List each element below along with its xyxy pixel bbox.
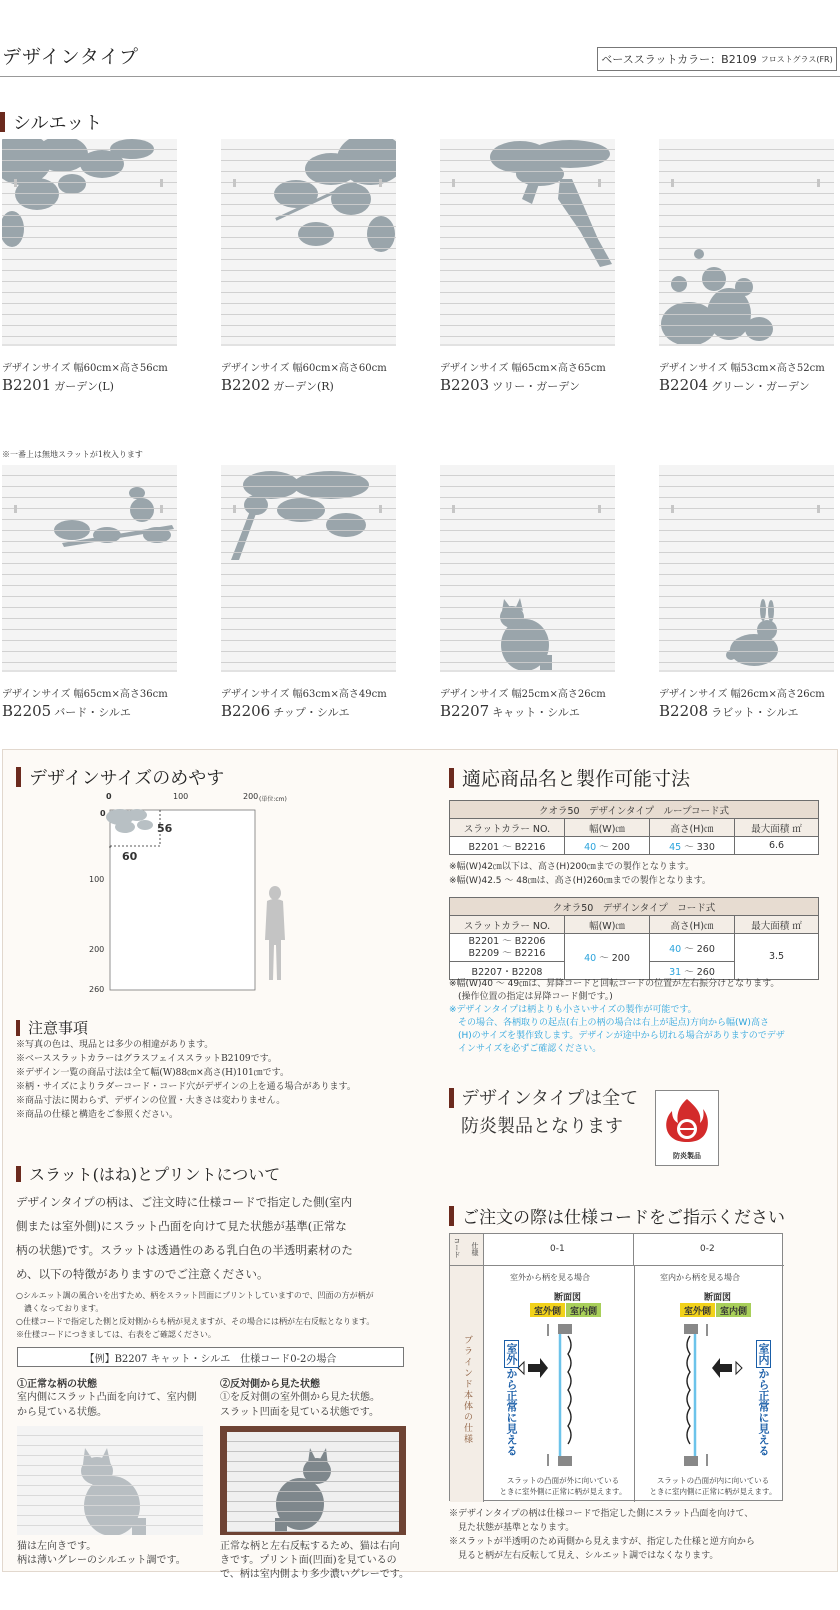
design-size: デザインサイズ 幅53cm×高さ52cm <box>659 363 825 374</box>
design-size: デザインサイズ 幅25cm×高さ26cm <box>440 689 606 700</box>
fire-retardant-text: デザインタイプは全て 防炎製品となります <box>461 1088 639 1137</box>
product-code: B2207 キャット・シルエ <box>440 702 580 720</box>
outdoor-normal-label: 室外から正常に見える <box>503 1340 519 1456</box>
product-tile[interactable] <box>221 139 396 394</box>
top-slat-note: ※一番上は無地スラットが1枚入ります <box>2 450 143 459</box>
table-title: クオラ50 デザインタイプ コード式 <box>450 898 819 916</box>
example-box: 【例】B2207 キャット・シルエ 仕様コード0-2の場合 <box>17 1347 404 1367</box>
heading-text: シルエット <box>13 113 103 134</box>
height-dimension: 56 <box>157 822 173 835</box>
section-label: 断面図 <box>554 1293 582 1303</box>
product-tile[interactable] <box>659 139 834 394</box>
indoor-note: スラットの凸面が内に向いている ときに室内側に正常に柄が見えます。 <box>649 1476 777 1496</box>
product-code: B2206 チップ・シルエ <box>221 702 350 720</box>
view-label-indoor: 室内から柄を見る場合 <box>660 1273 740 1282</box>
normal-state-title: ①正常な柄の状態 <box>17 1379 97 1390</box>
fire-retardant-badge <box>655 1090 719 1166</box>
spec-code-label: 仕様 <box>471 1242 479 1256</box>
size-guide-diagram <box>95 795 315 995</box>
unit-label: (単位:cm) <box>259 796 287 803</box>
product-code: B2203 ツリー・ガーデン <box>440 376 580 394</box>
spec-bottom-notes: ※デザインタイプの柄は仕様コードで指定した側にスラット凸面を向けて、 見た状態が基準となります。 ※スラットが半透明のため両側から見えますが、指定した仕様と逆方向から 見ると柄が左右反転して見え、シルエット調ではなくなります。 <box>449 1509 755 1561</box>
silhouette-heading <box>0 109 102 135</box>
product-code: B2208 ラビット・シルエ <box>659 702 799 720</box>
tables-heading: 適応商品名と製作可能寸法 <box>449 764 690 791</box>
loop-table-notes: ※幅(W)42㎝以下は、高さ(H)200㎝までの製作となります。 ※幅(W)42.5 ～ 48㎝は、高さ(H)260㎝までの製作となります。 <box>449 862 711 886</box>
indoor-tag: 室内側 <box>566 1303 601 1317</box>
design-size: デザインサイズ 幅60cm×高さ56cm <box>2 363 168 374</box>
code-0-2: 0-2 <box>700 1244 715 1254</box>
table-row: B2201 ～ B2206 B2209 ～ B2216 40 ～ 200 40 ～ 260 3.5 <box>450 934 819 962</box>
blind-photo <box>2 465 177 672</box>
outdoor-tag: 室外側 <box>680 1303 715 1317</box>
heading-bar <box>0 112 5 132</box>
reverse-state-desc: ①を反対側の室外側から見た状態。 スラット凹面を見ている状態です。 <box>220 1392 380 1418</box>
cord-table-notes: ※幅(W)40 ～ 49㎝は、昇降コードと回転コードの位置が左右振分けとなります。 (操作位置の指定は昇降コード側です。) ※デザインタイプは柄よりも小さいサイズの製作が可能です。 その場合、各柄取りの起点(右上の柄の場合は右上が起点)方向から幅(W)高さ (H)のサイズを製作致します。デザインが途中から切れる場合がありますのでデザ インサイズを必ずご確認ください。 <box>449 979 785 1054</box>
slat-body: デザインタイプの柄は、ご注文時に仕様コードで指定した側(室内 側または室外側)にスラット凸面を向けて見た状態が基準(正常な 柄の状態)です。スラットは透過性のある乳白色の半透明素材のた め、以下の特徴がありますのでご注意ください。 <box>16 1195 353 1281</box>
section-diagram-0-2 <box>650 1320 760 1470</box>
design-size: デザインサイズ 幅26cm×高さ26cm <box>659 689 825 700</box>
section-label: 断面図 <box>704 1293 732 1303</box>
reverse-state-caption: 正常な柄と左右反転するため、猫は右向 きです。プリント面(凹面)を見ているの で、柄は室内側より多少濃いグレーです。 <box>220 1541 409 1580</box>
blind-photo <box>221 465 396 672</box>
slat-heading: スラット(はね)とプリントについて <box>16 1162 280 1185</box>
x-tick: 200 <box>243 792 259 801</box>
design-size: デザインサイズ 幅60cm×高さ60cm <box>221 363 387 374</box>
cord-table: クオラ50 デザインタイプ コード式 スラットカラー NO. 幅(W)㎝ 高さ(H)㎝ 最大面積 ㎡ B2201 ～ B2206 B2209 ～ B2216 40 ～ 200 40 ～ 260 3.5 B2207・B2208 31 ～ 260 <box>449 897 819 980</box>
outdoor-tag: 室外側 <box>530 1303 565 1317</box>
slat-notes: ○シルエット調の風合いを出すため、柄をスラット凹面にプリントしていますので、凹面の方が柄が 濃くなっております。 ○仕様コードで指定した側と反対側からも柄が見えますが、その場合には柄が左右反転となります。 ※仕様コードにつきましては、右表をご確認ください。 <box>16 1291 375 1339</box>
spec-heading: ご注文の際は仕様コードをご指示ください <box>449 1203 785 1228</box>
y-tick: 100 <box>89 875 105 884</box>
y-tick: 260 <box>89 985 105 994</box>
design-size: デザインサイズ 幅65cm×高さ65cm <box>440 363 606 374</box>
blind-photo <box>2 139 177 346</box>
table-row: B2201 ～ B2216 40 ～ 200 45 ～ 330 6.6 <box>450 837 819 855</box>
x-tick: 0 <box>106 792 112 801</box>
product-tile[interactable] <box>440 465 615 720</box>
badge-label: 防炎製品 <box>673 1152 701 1160</box>
base-color-box <box>597 47 837 71</box>
product-code: B2201 ガーデン(L) <box>2 376 114 394</box>
product-tile[interactable] <box>440 139 615 394</box>
base-color-label: ベーススラットカラー：B2109 <box>601 53 757 66</box>
view-label-outdoor: 室外から柄を見る場合 <box>510 1273 590 1282</box>
product-tile[interactable] <box>659 465 834 720</box>
product-code: B2202 ガーデン(R) <box>221 376 334 394</box>
indoor-tag: 室内側 <box>716 1303 751 1317</box>
spec-code-label: コード <box>453 1237 461 1258</box>
heading-bar <box>449 1088 454 1108</box>
design-size: デザインサイズ 幅63cm×高さ49cm <box>221 689 387 700</box>
normal-state-photo <box>17 1426 203 1535</box>
design-size: デザインサイズ 幅65cm×高さ36cm <box>2 689 168 700</box>
cautions-heading: 注意事項 <box>16 1017 88 1038</box>
blind-photo <box>221 139 396 346</box>
product-tile[interactable] <box>2 465 177 720</box>
size-guide-heading: デザインサイズのめやす <box>16 764 224 790</box>
row-label: ブラインド本体の仕様 <box>462 1335 472 1445</box>
y-tick: 200 <box>89 945 105 954</box>
product-tile[interactable] <box>221 465 396 720</box>
cautions-list: ※写真の色は、現品とは多少の相違があります。 ※ベーススラットカラーはグラスフェイススラットB2109です。 ※デザイン一覧の商品寸法は全て幅(W)88㎝×高さ(H)101㎝です。 ※柄・サイズによりラダーコード・コード穴がデザインの上を通る場合があります。 ※商品寸法に関わらず、デザインの位置・大きさは変わりません。 ※商品の仕様と構造をご参照ください。 <box>16 1040 356 1120</box>
blind-photo <box>659 465 834 672</box>
blind-photo <box>659 139 834 346</box>
fire-retardant-icon <box>656 1093 718 1149</box>
reverse-state-title: ②反対側から見た状態 <box>220 1379 320 1390</box>
width-dimension: 60 <box>122 850 138 863</box>
reverse-state-photo <box>220 1426 406 1535</box>
page-title: デザインタイプ <box>2 46 139 68</box>
indoor-normal-label: 室内から正常に見える <box>755 1340 771 1456</box>
normal-state-desc: 室内側にスラット凸面を向けて、室内側 から見ている状態。 <box>17 1392 197 1418</box>
y-tick: 0 <box>100 809 106 818</box>
table-row: B2207・B2208 31 ～ 260 <box>450 962 819 980</box>
loop-cord-table: クオラ50 デザインタイプ ループコード式 スラットカラー NO. 幅(W)㎝ 高さ(H)㎝ 最大面積 ㎡ B2201 ～ B2216 40 ～ 200 45 ～ 330 6.6 <box>449 800 819 855</box>
code-0-1: 0-1 <box>550 1244 565 1254</box>
title-rule <box>0 76 840 77</box>
product-code: B2205 バード・シルエ <box>2 702 131 720</box>
product-tile[interactable] <box>2 139 177 394</box>
blind-photo <box>440 139 615 346</box>
normal-state-caption: 猫は左向きです。 柄は薄いグレーのシルエット調です。 <box>17 1541 186 1566</box>
table-title: クオラ50 デザインタイプ ループコード式 <box>450 801 819 819</box>
blind-photo <box>440 465 615 672</box>
outdoor-note: スラットの凸面が外に向いている ときに室外側に正常に柄が見えます。 <box>499 1476 627 1496</box>
base-color-name: フロストグラス(FR) <box>760 54 833 64</box>
product-code: B2204 グリーン・ガーデン <box>659 376 810 394</box>
x-tick: 100 <box>173 792 189 801</box>
